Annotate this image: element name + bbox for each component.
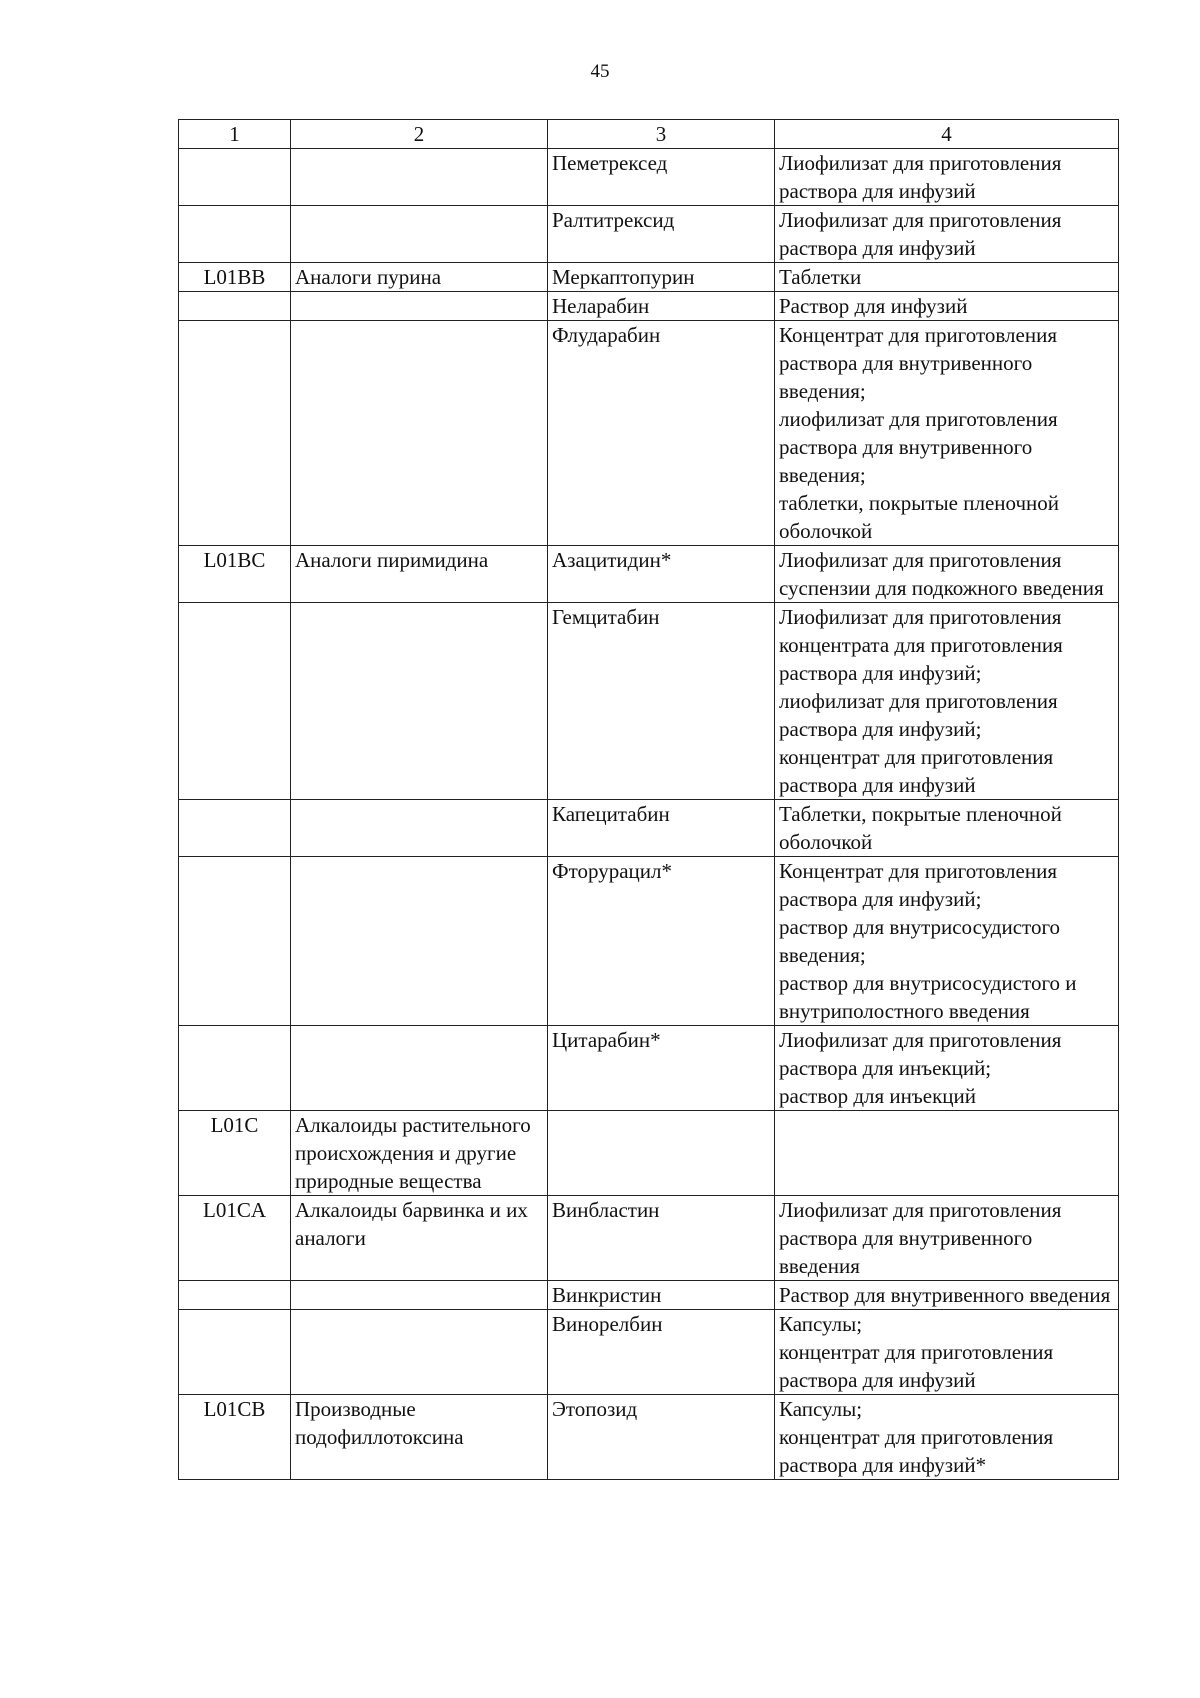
drug-name-cell: Неларабин [548, 292, 775, 321]
dosage-form-line: Капсулы; [779, 1312, 863, 1336]
group-name-cell [291, 1281, 548, 1310]
dosage-form-cell [775, 800, 1119, 857]
table-row [179, 1281, 1119, 1310]
atc-code-cell [179, 321, 291, 546]
dosage-form-line: Лиофилизат для приготовления раствора для внутривенного введения [779, 1198, 1062, 1278]
dosage-form-cell [775, 206, 1119, 263]
dosage-form-line: концентрат для приготовления раствора для инфузий [779, 745, 1054, 797]
drug-name-cell: Азацитидин* [548, 546, 775, 603]
dosage-form-line: Лиофилизат для приготовления раствора для инъекций; [779, 1028, 1062, 1080]
table-row [179, 546, 1119, 603]
drug-name-cell: Гемцитабин [548, 603, 775, 800]
atc-code-cell [179, 149, 291, 206]
group-name-cell: Алкалоиды растительного происхождения и другие природные вещества [291, 1111, 548, 1196]
atc-code-cell: L01BC [179, 546, 291, 603]
atc-code-cell [179, 1310, 291, 1395]
table-row [179, 1111, 1119, 1196]
table-row [179, 206, 1119, 263]
dosage-form-line: лиофилизат для приготовления раствора для внутривенного введения; [779, 407, 1058, 487]
dosage-form-cell [775, 292, 1119, 321]
dosage-form-line: Концентрат для приготовления раствора для внутривенного введения; [779, 323, 1057, 403]
table-row [179, 857, 1119, 1026]
table-body [179, 149, 1119, 1480]
group-name-cell: Производные подофиллотоксина [291, 1395, 548, 1480]
drug-name-cell [548, 1111, 775, 1196]
dosage-form-line: концентрат для приготовления раствора для инфузий [779, 1340, 1054, 1392]
table-row [179, 1395, 1119, 1480]
header-row [179, 120, 1119, 149]
atc-code-cell [179, 1281, 291, 1310]
drug-name-cell: Винбластин [548, 1196, 775, 1281]
drug-name-cell: Винорелбин [548, 1310, 775, 1395]
dosage-form-cell [775, 1395, 1119, 1480]
column-header-1: 1 [179, 120, 291, 149]
drug-name-cell: Винкристин [548, 1281, 775, 1310]
table-row [179, 1196, 1119, 1281]
group-name-cell [291, 800, 548, 857]
column-header-3: 3 [548, 120, 775, 149]
dosage-form-cell [775, 1111, 1119, 1196]
dosage-form-line: раствор для внутрисосудистого и внутриполостного введения [779, 971, 1077, 1023]
atc-code-cell [179, 206, 291, 263]
dosage-form-line: Капсулы; [779, 1397, 863, 1421]
dosage-form-line: таблетки, покрытые пленочной оболочкой [779, 491, 1060, 543]
atc-code-cell [179, 292, 291, 321]
dosage-form-cell [775, 1310, 1119, 1395]
dosage-form-cell [775, 263, 1119, 292]
table-row [179, 149, 1119, 206]
dosage-form-line: раствор для внутрисосудистого введения; [779, 915, 1061, 967]
group-name-cell: Аналоги пурина [291, 263, 548, 292]
dosage-form-cell [775, 1026, 1119, 1111]
group-name-cell [291, 149, 548, 206]
drug-name-cell: Капецитабин [548, 800, 775, 857]
atc-code-cell [179, 800, 291, 857]
group-name-cell [291, 321, 548, 546]
dosage-form-line: Раствор для внутривенного введения [779, 1283, 1111, 1307]
table-row [179, 1310, 1119, 1395]
table-row [179, 292, 1119, 321]
drug-name-cell: Ралтитрексид [548, 206, 775, 263]
dosage-form-line: Таблетки [779, 265, 862, 289]
dosage-form-line: Лиофилизат для приготовления концентрата для приготовления раствора для инфузий; [779, 605, 1063, 685]
dosage-form-line: раствор для инъекций [779, 1084, 976, 1108]
drug-table [178, 119, 1119, 1480]
dosage-form-cell [775, 603, 1119, 800]
group-name-cell [291, 857, 548, 1026]
dosage-form-line: концентрат для приготовления раствора для инфузий* [779, 1425, 1054, 1477]
dosage-form-cell [775, 546, 1119, 603]
drug-name-cell: Цитарабин* [548, 1026, 775, 1111]
dosage-form-line: Лиофилизат для приготовления раствора для инфузий [779, 151, 1062, 203]
dosage-form-line: Раствор для инфузий [779, 294, 968, 318]
dosage-form-cell [775, 149, 1119, 206]
dosage-form-cell [775, 321, 1119, 546]
drug-name-cell: Этопозид [548, 1395, 775, 1480]
atc-code-cell [179, 603, 291, 800]
group-name-cell [291, 206, 548, 263]
table-row [179, 263, 1119, 292]
dosage-form-line: Концентрат для приготовления раствора для инфузий; [779, 859, 1057, 911]
drug-name-cell: Флударабин [548, 321, 775, 546]
dosage-form-line: Лиофилизат для приготовления суспензии для подкожного введения [779, 548, 1104, 600]
drug-name-cell: Меркаптопурин [548, 263, 775, 292]
table-row [179, 800, 1119, 857]
atc-code-cell: L01C [179, 1111, 291, 1196]
group-name-cell: Алкалоиды барвинка и их аналоги [291, 1196, 548, 1281]
group-name-cell [291, 603, 548, 800]
group-name-cell [291, 292, 548, 321]
dosage-form-cell [775, 1196, 1119, 1281]
table-row [179, 603, 1119, 800]
table-row [179, 1026, 1119, 1111]
dosage-form-cell [775, 1281, 1119, 1310]
atc-code-cell: L01CA [179, 1196, 291, 1281]
atc-code-cell: L01BB [179, 263, 291, 292]
group-name-cell: Аналоги пиримидина [291, 546, 548, 603]
atc-code-cell [179, 857, 291, 1026]
column-header-2: 2 [291, 120, 548, 149]
column-header-4: 4 [775, 120, 1119, 149]
dosage-form-line: Таблетки, покрытые пленочной оболочкой [779, 802, 1062, 854]
atc-code-cell: L01CB [179, 1395, 291, 1480]
group-name-cell [291, 1310, 548, 1395]
page-number: 45 [590, 61, 610, 82]
drug-name-cell: Пеметрексед [548, 149, 775, 206]
dosage-form-line: Лиофилизат для приготовления раствора для инфузий [779, 208, 1062, 260]
drug-name-cell: Фторурацил* [548, 857, 775, 1026]
table-row [179, 321, 1119, 546]
group-name-cell [291, 1026, 548, 1111]
atc-code-cell [179, 1026, 291, 1111]
dosage-form-cell [775, 857, 1119, 1026]
dosage-form-line: лиофилизат для приготовления раствора для инфузий; [779, 689, 1058, 741]
